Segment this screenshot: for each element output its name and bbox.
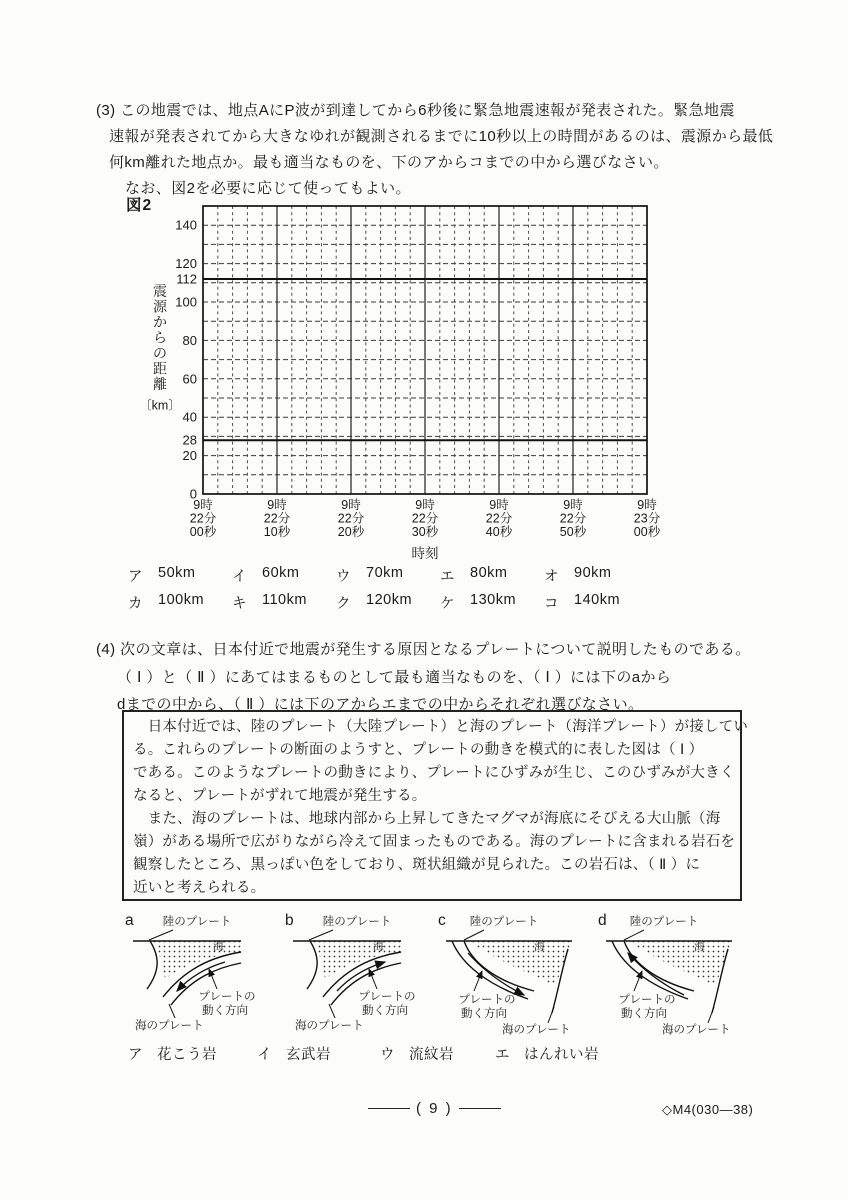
- y-tick-label: 140: [175, 217, 197, 233]
- choice-value: 120km: [366, 592, 413, 608]
- passage-line: る。これらのプレートの断面のようすと、プレートの動きを模式的に表した図は（ Ⅰ ）: [133, 742, 704, 758]
- plate-diagram-c: [432, 905, 590, 1040]
- choice-value: 60km: [262, 565, 300, 581]
- y-axis-title-char: 離: [153, 376, 167, 392]
- sea-region: [628, 941, 732, 985]
- choice-key: ウ: [336, 569, 351, 585]
- y-axis-title-char: の: [153, 345, 167, 361]
- choice-value: 70km: [366, 565, 404, 581]
- x-tick-label: 9時 22分 10秒: [263, 498, 291, 539]
- choice-key: ア: [128, 1047, 143, 1063]
- sea-label: 海: [213, 941, 224, 953]
- y-tick-label: 80: [182, 332, 197, 348]
- rock-choice-e: [495, 1043, 599, 1064]
- question-4-line: dまでの中から、（ Ⅱ ）には下のアからエまでの中からそれぞれ選びなさい。: [117, 696, 644, 713]
- q3-choices-row-2: [128, 592, 648, 613]
- ocean-plate-label: 海のプレート: [502, 1024, 571, 1036]
- x-tick-label: 9時 22分 30秒: [411, 498, 439, 539]
- ocean-plate-label: 海のプレート: [662, 1024, 731, 1036]
- choice-u: [336, 565, 440, 586]
- y-axis-title-char: 源: [153, 298, 167, 315]
- choice-key: エ: [440, 569, 455, 585]
- y-tick-label: 100: [175, 294, 197, 310]
- plate-diagram-d: [592, 905, 750, 1040]
- choice-key: カ: [128, 596, 143, 612]
- choice-o: [544, 565, 648, 586]
- choice-value: 110km: [262, 592, 307, 608]
- direction-label-line2: 動く方向: [362, 1005, 408, 1017]
- y-tick-label: 0: [189, 486, 197, 502]
- y-tick-label: 28: [182, 432, 197, 448]
- x-tick-label: 9時 22分 40秒: [485, 498, 513, 539]
- plate-diagram-b: [273, 905, 431, 1040]
- choice-a: [128, 565, 232, 586]
- direction-label-line1: プレートの: [458, 994, 516, 1006]
- choice-ku: [336, 592, 440, 613]
- question-4: [96, 636, 751, 719]
- land-plate-label: 陸のプレート: [629, 916, 699, 928]
- x-tick-label: 9時 22分 00秒: [189, 498, 217, 539]
- choice-value: 花こう岩: [157, 1047, 217, 1063]
- choice-key: コ: [544, 596, 559, 612]
- q3-choices-row-1: [128, 565, 648, 586]
- question-4-line: (4) 次の文章は、日本付近で地震が発生する原因となるプレートについて説明したものである。: [96, 641, 751, 658]
- passage-line: である。このようなプレートの動きにより、プレートにひずみが生じ、このひずみが大きく: [133, 765, 735, 781]
- figure2-chart: [135, 196, 675, 568]
- plate-diagram-a: [113, 905, 271, 1040]
- choice-e: [440, 565, 544, 586]
- rock-choice-a: [128, 1043, 217, 1064]
- question-3-line: 速報が発表されてから大きなゆれが観測されるまでに10秒以上の時間があるのは、震源から最低: [109, 128, 774, 145]
- choice-value: 100km: [158, 592, 205, 608]
- y-axis-title-char: ら: [153, 329, 167, 346]
- y-tick-label: 40: [182, 409, 197, 425]
- passage-line: なると、プレートがずれて地震が発生する。: [133, 788, 427, 804]
- choice-key: イ: [232, 569, 247, 585]
- choice-value: 80km: [470, 565, 508, 581]
- question-3-line: なお、図2を必要に応じて使ってもよい。: [125, 180, 411, 197]
- y-axis-title-char: か: [153, 314, 167, 330]
- choice-value: 90km: [574, 565, 612, 581]
- plate-curve: [307, 941, 317, 989]
- ocean-label-leader: [708, 1007, 714, 1023]
- diagram-letter: a: [125, 912, 134, 929]
- document-code: ◇M4(030—38): [662, 1102, 754, 1117]
- sea-label: 海: [694, 941, 705, 953]
- direction-label-line2: 動く方向: [621, 1008, 667, 1020]
- choice-key: キ: [232, 596, 247, 612]
- land-plate-label: 陸のプレート: [469, 916, 539, 928]
- ocean-label-leader: [548, 1007, 554, 1023]
- plate-curve: [147, 941, 157, 989]
- y-tick-label: 20: [182, 448, 197, 464]
- choice-key: ク: [336, 596, 351, 612]
- land-label-leader: [309, 930, 333, 940]
- sea-label: 海: [373, 941, 384, 953]
- direction-label-line1: プレートの: [618, 994, 676, 1006]
- land-label-leader: [624, 930, 644, 940]
- passage-box: [122, 710, 749, 901]
- ocean-label-leader: [329, 1004, 335, 1018]
- y-axis-unit: 〔km〕: [139, 398, 181, 413]
- choice-key: オ: [544, 569, 559, 585]
- x-tick-label: 9時 23分 00秒: [633, 498, 661, 539]
- question-4-line: （ Ⅰ ）と（ Ⅱ ）にあてはまるものとして最も適当なものを、（ Ⅰ ）には下のaから: [117, 668, 672, 686]
- direction-label-line2: 動く方向: [461, 1008, 507, 1020]
- choice-i: [232, 565, 336, 586]
- land-label-leader: [464, 930, 484, 940]
- passage-line: 嶺）がある場所で広がりながら冷えて固まったものである。海のプレートに含まれる岩石を: [133, 834, 736, 850]
- figure2-label: 図2: [126, 197, 153, 214]
- x-axis-title: 時刻: [411, 546, 439, 561]
- footer-rule-right: [459, 1108, 501, 1110]
- question-3-line: 何km離れた地点か。最も適当なものを、下のアからコまでの中から選びなさい。: [109, 154, 669, 171]
- choice-value: 130km: [470, 592, 517, 608]
- direction-label-line1: プレートの: [198, 991, 256, 1003]
- choice-ka: [128, 592, 232, 613]
- passage-line: 近いと考えられる。: [133, 880, 266, 896]
- sea-label: 海: [534, 941, 545, 953]
- rock-choice-i: [257, 1043, 331, 1064]
- land-plate-label: 陸のプレート: [322, 916, 392, 928]
- question-3-line: (3) この地震では、地点AにP波が到達してから6秒後に緊急地震速報が発表された。緊急地震: [96, 102, 735, 119]
- y-tick-label: 120: [175, 256, 197, 272]
- choice-value: 140km: [574, 592, 621, 608]
- choice-key: ウ: [380, 1047, 395, 1063]
- choice-key: イ: [257, 1047, 272, 1063]
- choice-value: はんれい岩: [524, 1047, 599, 1063]
- choice-ki: [232, 592, 336, 613]
- sea-region: [468, 941, 572, 985]
- passage-line: 観察したところ、黒っぽい色をしており、斑状組織が見られた。この岩石は、（ Ⅱ ）に: [133, 857, 701, 873]
- x-tick-label: 9時 22分 20秒: [337, 498, 365, 539]
- diagram-letter: b: [285, 912, 294, 929]
- passage-line: また、海のプレートは、地球内部から上昇してきたマグマが海底にそびえる大山脈（海: [133, 811, 721, 827]
- ocean-plate-label: 海のプレート: [135, 1020, 204, 1032]
- sea-region: [153, 941, 241, 979]
- direction-label-line1: プレートの: [358, 991, 416, 1003]
- direction-label-line2: 動く方向: [202, 1005, 248, 1017]
- rock-choice-u: [380, 1043, 454, 1064]
- choice-value: 50km: [158, 565, 196, 581]
- choice-ko: [544, 592, 648, 613]
- page-number-label: ( 9 ): [416, 1100, 453, 1117]
- choice-value: 玄武岩: [286, 1047, 331, 1063]
- ocean-label-leader: [169, 1004, 175, 1018]
- diagram-letter: c: [438, 912, 446, 929]
- passage-line: 日本付近では、陸のプレート（大陸プレート）と海のプレート（海洋プレート）が接してい: [133, 719, 749, 735]
- choice-ke: [440, 592, 544, 613]
- choice-key: ア: [128, 569, 143, 585]
- land-plate-label: 陸のプレート: [162, 916, 232, 928]
- page-number: [368, 1100, 501, 1117]
- y-tick-label: 112: [176, 271, 197, 287]
- land-label-leader: [149, 930, 173, 940]
- choice-key: エ: [495, 1047, 510, 1063]
- y-axis-title-char: 距: [153, 360, 167, 377]
- footer-rule-left: [368, 1108, 410, 1110]
- x-tick-label: 9時 22分 50秒: [559, 498, 587, 539]
- diagram-letter: d: [598, 912, 607, 929]
- question-3: [96, 98, 773, 202]
- choice-value: 流紋岩: [409, 1047, 454, 1063]
- choice-key: ケ: [440, 596, 455, 612]
- sea-region: [313, 941, 401, 979]
- y-axis-title-char: 震: [153, 283, 167, 299]
- ocean-plate-label: 海のプレート: [295, 1020, 364, 1032]
- y-tick-label: 60: [182, 371, 197, 387]
